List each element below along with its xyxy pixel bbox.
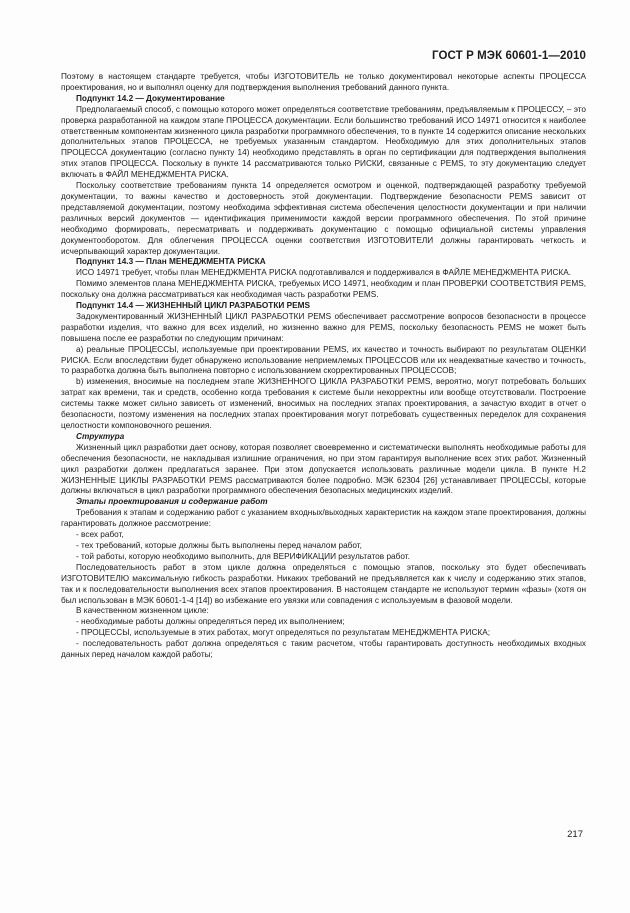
body-paragraph: Помимо элементов плана МЕНЕДЖМЕНТА РИСКА, требуемых ИСО 14971, необходим и план ПРОВЕРКИ СООТВЕТСТВИЯ PEMS, поскольку она должна рассматриваться как необходимая часть разработки PEMS. <box>61 279 586 300</box>
page-number: 217 <box>567 829 583 840</box>
list-item: - всех работ, <box>76 530 124 540</box>
body-paragraph: Предполагаемый способ, с помощью которого может определяться соответствие требованиям, предъявляемым к ПРОЦЕССУ, – это проверка разработанной на каждом этапе ПРОЦЕССА документации. Если большинство требований ИСО 14971 относится к наиболее ответственным компонентам жизненного цикла разработки программного обеспечения, то в пункте 14 содержится описание нескольких дополнительных этапов ПРОЦЕССА, не требуемых указанным стандартом. Необходимую для этих дополнительных этапов ПРОЦЕССА документацию (согласно пункту 14) необходимо представлять в орган по сертификации для подтверждения выполнения этих этапов ПРОЦЕССА. Поскольку в пункте 14 рассматриваются только РИСКИ, связанные с PEMS, то эту документацию следует включать в ФАЙЛ МЕНЕДЖМЕНТА РИСКА. <box>61 104 586 180</box>
list-item: - ПРОЦЕССЫ, используемые в этих работах, могут определяться по результатам МЕНЕДЖМЕНТА РИСКА; <box>76 628 491 638</box>
subsection-heading: Этапы проектирования и содержание работ <box>76 497 268 507</box>
list-item: - тех требований, которые должны быть выполнены перед началом работ, <box>76 540 362 550</box>
section-heading: Подпункт 14.4 — ЖИЗНЕННЫЙ ЦИКЛ РАЗРАБОТКИ PEMS <box>76 301 310 311</box>
section-heading: Подпункт 14.2 — Документирование <box>76 93 225 103</box>
body-paragraph: ИСО 14971 требует, чтобы план МЕНЕДЖМЕНТА РИСКА подготавливался и поддерживался в ФАЙЛЕ МЕНЕДЖМЕНТА РИСКА. <box>76 268 572 278</box>
subsection-heading: Структура <box>76 431 125 441</box>
list-item: - той работы, которую необходимо выполнить, для ВЕРИФИКАЦИИ результатов работ. <box>76 551 410 561</box>
body-paragraph: - последовательность работ должна определяться с таким расчетом, чтобы гарантировать доступность необходимых входных данных перед началом каждой работы; <box>61 639 586 660</box>
section-heading: Подпункт 14.3 — План МЕНЕДЖМЕНТА РИСКА <box>76 257 266 267</box>
list-item: - необходимые работы должны определяться перед их выполнением; <box>76 617 345 627</box>
body-paragraph: Поэтому в настоящем стандарте требуется, чтобы ИЗГОТОВИТЕЛЬ не только документировал некоторые аспекты ПРОЦЕССА проектирования, но и выполнял оценку для подтверждения выполнения требований данного пункта. <box>61 72 586 92</box>
page-body <box>61 72 586 661</box>
standard-header: ГОСТ Р МЭК 60601-1—2010 <box>432 50 586 62</box>
body-paragraph: Требования к этапам и содержанию работ с указанием входных/выходных характеристик на каждом этапе проектирования, должны гарантировать должное рассмотрение: <box>61 508 586 529</box>
body-paragraph: Поскольку соответствие требованиям пункта 14 определяется осмотром и оценкой, подтверждающей разработку требуемой документации, то важны качество и достоверность этой документации. Подтверждение безопасности PEMS зависит от представляемой документации, поэтому необходима эффективная система обеспечения целостности документации и при наличии различных версий документов — идентификация применимости каждой версии программного обеспечения. По этой причине необходимо формировать, пересматривать и поддерживать документацию с помощью официальной системы управления документооборотом. Для облегчения ПРОЦЕССА оценки соответствия ИЗГОТОВИТЕЛИ должны гарантировать четкость и исчерпывающий характер документации. <box>61 181 586 256</box>
body-paragraph: b) изменения, вносимые на последнем этапе ЖИЗНЕННОГО ЦИКЛА РАЗРАБОТКИ PEMS, вероятно, могут потребовать больших затрат как времени, так и средств, особенно когда требования к системе были некорректны или вообще отсутствовали. Построение системы также может сильно зависеть от изменений, вносимых на последних этапах проектирования, а зачастую входит в отчет о безопасности, поэтому изменения на последних этапах проектирования могут потребовать существенных переделок для сохранения целостности компоновочного решения. <box>61 377 586 430</box>
body-paragraph: Жизненный цикл разработки дает основу, которая позволяет своевременно и систематически выполнять необходимые работы для обеспечения безопасности, не накладывая излишние ограничения, но при этом гарантируя выполнение всех этих работ. Жизненный цикл разработки должен предлагаться заранее. При этом допускается использовать различные модели цикла. В пункте H.2 ЖИЗНЕННЫЕ ЦИКЛЫ РАЗРАБОТКИ PEMS рассматриваются более подробно. МЭК 62304 [26] устанавливает ПРОЦЕССЫ, которые должны включаться в цикл разработки программного обеспечения безопасных медицинских изделий. <box>61 442 586 496</box>
list-item: В качественном жизненном цикле: <box>76 606 209 616</box>
body-paragraph: Последовательность работ в этом цикле должна определяться с помощью этапов, поскольку это будет обеспечивать ИЗГОТОВИТЕЛЮ максимальную гибкость разработки. Никаких требований не предъявляется как к числу и содержанию этих этапов, так и к последовательности выполнения всех этапов проектирования. В настоящем стандарте не используют термин «фазы» (хотя он был использован в МЭК 60601-1-4 [14]) во избежание его увязки или совпадения с используемым в фазовой модели. <box>61 562 586 605</box>
body-paragraph: Задокументированный ЖИЗНЕННЫЙ ЦИКЛ РАЗРАБОТКИ PEMS обеспечивает рассмотрение вопросов безопасности в процессе разработки изделия, что важно для всех изделий, но жизненно важно для PEMS, поскольку безопасность PEMS не может быть повышена после ее разработки по следующим причинам: <box>61 311 586 343</box>
body-paragraph: a) реальные ПРОЦЕССЫ, используемые при проектировании PEMS, их качество и точность выбирают по результатам ОЦЕНКИ РИСКА. Если впоследствии будет обнаружено использование неприемлемых ПРОЦЕССОВ или их неадекватные качество и точность, то разработка должна быть выполнена повторно с использованием скорректированных ПРОЦЕССОВ; <box>61 344 586 376</box>
